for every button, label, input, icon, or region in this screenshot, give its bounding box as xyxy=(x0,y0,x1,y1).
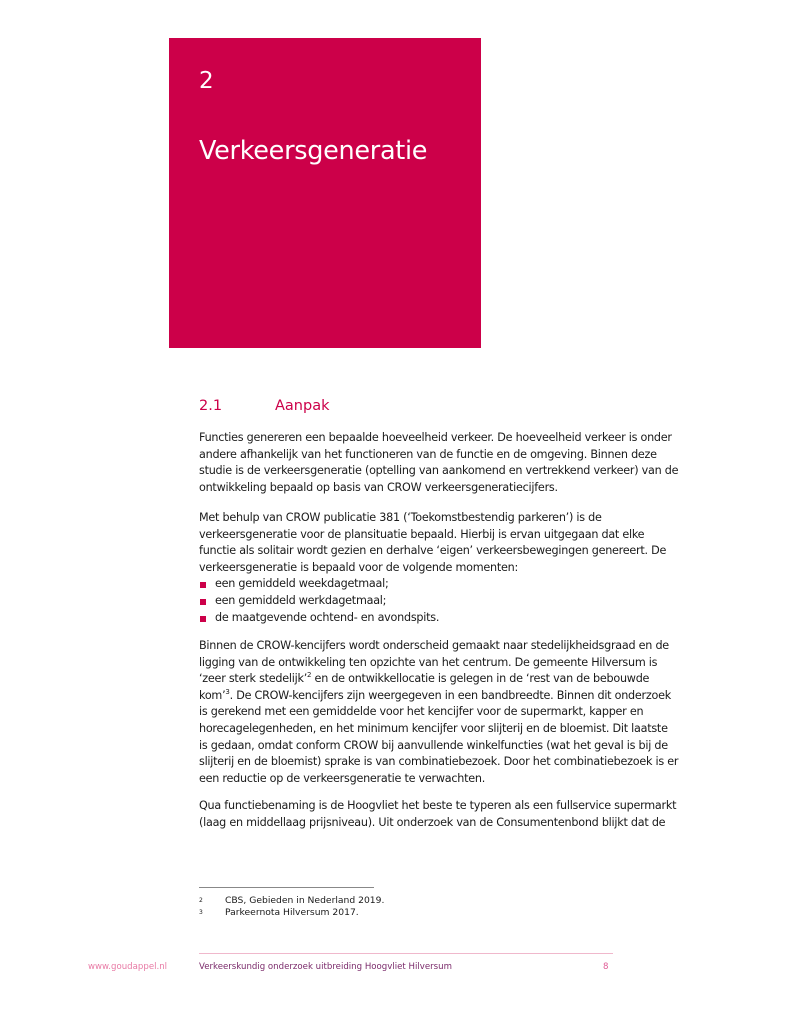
chapter-number: 2 xyxy=(199,68,214,94)
footnote-ref-3[interactable]: 3 xyxy=(225,687,230,696)
text-line xyxy=(199,687,671,705)
text-line: Met behulp van CROW publicatie 381 (‘Toekomstbestendig parkeren’) is de xyxy=(199,511,602,524)
text-line: verkeersgeneratie voor de plansituatie bepaald. Hierbij is ervan uitgegaan dat elke xyxy=(199,527,645,541)
section-heading xyxy=(199,398,329,414)
bullet-item xyxy=(199,610,629,627)
footer-document-title: Verkeerskundig onderzoek uitbreiding Hoogvliet Hilversum xyxy=(199,962,452,972)
text-line: functie als solitair wordt gezien en derhalve ‘eigen’ verkeersbewegingen genereert. De xyxy=(199,544,667,558)
bullet-text: een gemiddeld weekdagetmaal; xyxy=(215,577,389,591)
text-line: verkeersgeneratie is bepaald voor de volgende momenten: xyxy=(199,560,518,574)
footer-website-link[interactable]: www.goudappel.nl xyxy=(88,962,168,972)
section-title: Aanpak xyxy=(275,398,330,414)
chapter-title: Verkeersgeneratie xyxy=(199,136,428,166)
text-line: (laag en middellaag prijsniveau). Uit onderzoek van de Consumentenbond blijkt dat de xyxy=(199,815,666,829)
text-line: is gedaan, omdat conform CROW bij aanvullende winkelfuncties (wat het geval is bij de xyxy=(199,738,668,752)
square-bullet-icon xyxy=(200,616,206,622)
text-span: kom’ xyxy=(199,688,226,702)
footnote-ref-2[interactable]: 2 xyxy=(307,671,312,680)
footer-divider xyxy=(199,953,613,954)
text-line: Qua functiebenaming is de Hoogvliet het beste te typeren als een fullservice supermarkt xyxy=(199,799,677,812)
paragraph-4 xyxy=(199,798,677,831)
text-line: andere afhankelijk van het functioneren van de functie en de omgeving. Binnen deze xyxy=(199,447,657,461)
page-number: 8 xyxy=(603,962,609,972)
text-line: ontwikkeling bepaald op basis van CROW verkeersgeneratiecijfers. xyxy=(199,480,558,494)
text-line: studie is de verkeersgeneratie (optelling van aankomend en vertrekkend verkeer) van de xyxy=(199,464,679,478)
square-bullet-icon xyxy=(200,599,206,605)
footnote xyxy=(199,907,384,919)
footnotes xyxy=(199,895,384,919)
paragraph-3 xyxy=(199,638,679,787)
text-line: ligging van de ontwikkeling ten opzichte van het centrum. De gemeente Hilversum is xyxy=(199,655,658,669)
paragraph-1 xyxy=(199,430,679,496)
text-line: horecagelegenheden, en het minimum kencijfer voor slijterij en de bloemist. Dit laatste xyxy=(199,721,668,735)
text-line: slijterij en de bloemist) sprake is van combinatiebezoek. Door het combinatiebezoek is er xyxy=(199,755,679,769)
bullet-text: een gemiddeld werkdagetmaal; xyxy=(215,593,387,607)
text-line: Binnen de CROW-kencijfers wordt onderscheid gemaakt naar stedelijkheidsgraad en de xyxy=(199,639,669,652)
text-line: Functies genereren een bepaalde hoeveelheid verkeer. De hoeveelheid verkeer is onder xyxy=(199,431,672,444)
text-span: . De CROW-kencijfers zijn weergegeven in een bandbreedte. Binnen dit onderzoek xyxy=(229,688,671,702)
footnote-number: 3 xyxy=(199,909,203,916)
footnote-text: Parkeernota Hilversum 2017. xyxy=(225,907,359,918)
chapter-header-block xyxy=(169,38,481,348)
section-number: 2.1 xyxy=(199,398,223,414)
footnote-divider xyxy=(199,887,374,888)
text-line: is gerekend met een gemiddelde voor het kencijfer voor de supermarkt, kapper en xyxy=(199,705,644,719)
bullet-item xyxy=(199,576,629,593)
footnote-number: 2 xyxy=(199,897,203,904)
square-bullet-icon xyxy=(200,582,206,588)
text-line: een reductie op de verkeersgeneratie te verwachten. xyxy=(199,771,486,785)
paragraph-2 xyxy=(199,510,667,626)
text-span: ‘zeer sterk stedelijk’ xyxy=(199,672,308,686)
footnote-text: CBS, Gebieden in Nederland 2019. xyxy=(225,895,385,906)
text-line xyxy=(199,671,650,688)
footnote xyxy=(199,895,384,907)
bullet-text: de maatgevende ochtend- en avondspits. xyxy=(215,610,440,624)
bullet-item xyxy=(199,593,629,610)
text-span: en de ontwikkellocatie is gelegen in de ‘rest van de bebouwde xyxy=(311,672,650,686)
bullet-list xyxy=(199,576,629,626)
